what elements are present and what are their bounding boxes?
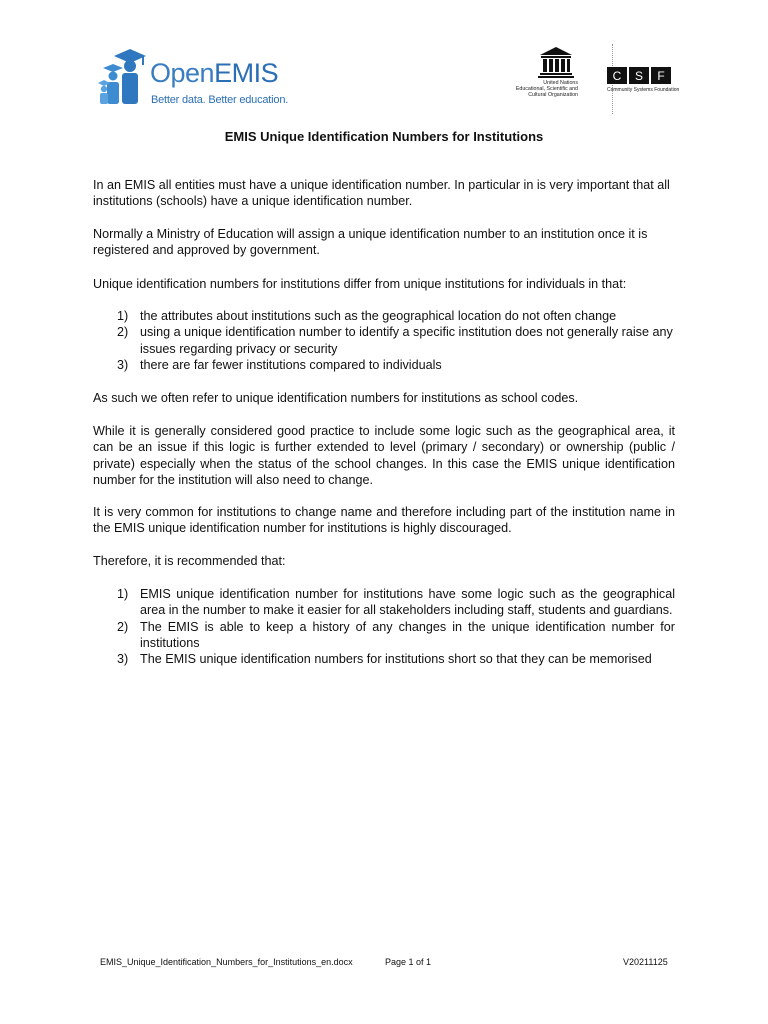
csf-letter-c: C: [607, 67, 627, 84]
paragraph-differ: Unique identification numbers for institutions differ from unique institutions for individuals in that:: [93, 277, 627, 291]
list-item: 3) The EMIS unique identification numbers for institutions short so that they can be memorised: [117, 652, 652, 667]
footer-version: V20211125: [623, 957, 668, 967]
csf-letter-s: S: [629, 67, 649, 84]
unesco-name: United Nations Educational, Scientific and Cultural Organization: [515, 80, 578, 98]
openemis-logo: [98, 46, 298, 110]
footer-filename: EMIS_Unique_Identification_Numbers_for_Institutions_en.docx: [100, 957, 353, 967]
csf-logo: [607, 67, 697, 97]
recommendations-list: [93, 586, 675, 667]
paragraph-logic: While it is generally considered good practice to include some logic such as the geographical area, it can be an issue if this logic is further extended to level (primary / secondary) or ownership (public / private) especially when the status of the school changes. In this case the EMIS unique identification number for the institution will also need to change.: [93, 424, 675, 487]
document-title: EMIS Unique Identification Numbers for Institutions: [224, 129, 544, 144]
graduates-icon: [98, 46, 150, 110]
paragraph-name-change: It is very common for institutions to change name and therefore including part of the institution name in the EMIS unique identification number for institutions is highly discouraged.: [93, 505, 675, 536]
paragraph-recommended: Therefore, it is recommended that:: [93, 554, 286, 568]
unesco-logo: [510, 44, 590, 114]
attributes-list: [93, 308, 675, 373]
unesco-temple-icon: [538, 46, 574, 78]
csf-letter-f: F: [651, 67, 671, 84]
list-item: 3) there are far fewer institutions compared to individuals: [117, 357, 442, 372]
paragraph-school-codes: As such we often refer to unique identification numbers for institutions as school codes.: [93, 391, 579, 405]
csf-subtitle: Community Systems Foundation: [607, 87, 680, 93]
openemis-tagline: Better data. Better education.: [151, 94, 289, 106]
list-item: 1) the attributes about institutions such as the geographical location do not often change: [117, 309, 617, 323]
paragraph-intro: In an EMIS all entities must have a unique identification number. In particular in is very important that all institutions (schools) have a unique identification number.: [93, 178, 670, 209]
openemis-wordmark: OpenEMIS: [150, 58, 279, 88]
list-item: 1) EMIS unique identification number for institutions have some logic such as the geographical area in the number to make it easier for all stakeholders including staff, students and guardians.: [117, 587, 675, 618]
list-item: 2) using a unique identification number to identify a specific institution does not generally raise any issues regarding privacy or security: [117, 325, 673, 356]
paragraph-ministry: Normally a Ministry of Education will assign a unique identification number to an institution once it is registered and approved by government.: [93, 227, 648, 258]
footer-page-number: Page 1 of 1: [385, 957, 432, 967]
list-item: 2) The EMIS is able to keep a history of any changes in the unique identification number for institutions: [117, 619, 675, 650]
